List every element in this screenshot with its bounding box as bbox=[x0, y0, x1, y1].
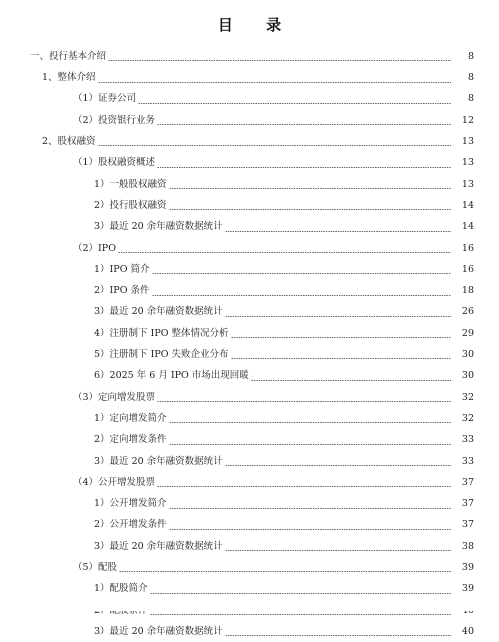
toc-entry[interactable] bbox=[0, 195, 474, 216]
toc-entry-page-number: 18 bbox=[461, 285, 474, 297]
toc-entry-page-number: 13 bbox=[461, 178, 474, 190]
toc-entry-page-number: 39 bbox=[461, 583, 474, 595]
toc-entry-text: 2、股权融资 bbox=[42, 136, 96, 148]
toc-list bbox=[0, 46, 499, 642]
toc-entry-text: 2）公开增发条件 bbox=[94, 519, 167, 531]
dot-leader bbox=[157, 401, 451, 402]
toc-entry-text: 6）2025 年 6 月 IPO 市场出现回暖 bbox=[94, 370, 249, 382]
toc-entry-page-number: 37 bbox=[461, 498, 474, 510]
toc-entry[interactable] bbox=[0, 67, 474, 88]
toc-entry[interactable] bbox=[0, 216, 474, 237]
page-bottom-edge bbox=[0, 604, 499, 611]
toc-entry-page-number: 14 bbox=[461, 199, 474, 211]
toc-entry-page-number: 13 bbox=[461, 157, 474, 169]
dot-leader bbox=[231, 358, 451, 359]
toc-entry-text: （3）定向增发股票 bbox=[73, 391, 156, 403]
toc-entry[interactable] bbox=[0, 152, 474, 173]
dot-leader bbox=[169, 444, 451, 445]
toc-entry[interactable] bbox=[0, 451, 474, 472]
dot-leader bbox=[169, 422, 451, 423]
toc-entry[interactable] bbox=[0, 621, 474, 642]
toc-entry-text: （5）配股 bbox=[73, 562, 118, 574]
dot-leader bbox=[157, 167, 451, 168]
dot-leader bbox=[118, 252, 451, 253]
toc-entry-page-number: 29 bbox=[461, 327, 474, 339]
dot-leader bbox=[225, 231, 451, 232]
page-title: 目 录 bbox=[217, 16, 296, 34]
toc-entry-text: 3）最近 20 余年融资数据统计 bbox=[94, 540, 223, 552]
toc-entry[interactable] bbox=[0, 515, 474, 536]
toc-entry[interactable] bbox=[0, 493, 474, 514]
dot-leader bbox=[157, 124, 451, 125]
toc-entry-page-number: 30 bbox=[461, 349, 474, 361]
toc-entry-page-number: 16 bbox=[461, 242, 474, 254]
dot-leader bbox=[225, 635, 451, 636]
dot-leader bbox=[169, 529, 451, 530]
dot-leader bbox=[152, 295, 452, 296]
toc-entry-page-number: 8 bbox=[467, 93, 474, 105]
dot-leader bbox=[225, 465, 451, 466]
toc-entry-text: 5）注册制下 IPO 失败企业分布 bbox=[94, 349, 229, 361]
dot-leader bbox=[98, 145, 451, 146]
toc-entry[interactable] bbox=[0, 578, 474, 599]
toc-entry-page-number: 30 bbox=[461, 370, 474, 382]
dot-leader bbox=[150, 614, 451, 615]
toc-entry-page-number: 37 bbox=[461, 519, 474, 531]
toc-entry[interactable] bbox=[0, 302, 474, 323]
toc-entry-text: （2）投资银行业务 bbox=[73, 114, 156, 126]
toc-entry[interactable] bbox=[0, 429, 474, 450]
dot-leader bbox=[150, 593, 451, 594]
dot-leader bbox=[225, 550, 451, 551]
toc-entry-page-number: 32 bbox=[461, 412, 474, 424]
toc-entry[interactable] bbox=[0, 259, 474, 280]
dot-leader bbox=[157, 486, 451, 487]
toc-entry-page-number: 13 bbox=[461, 136, 474, 148]
toc-entry-page-number: 12 bbox=[461, 114, 474, 126]
toc-entry-text: 4）注册制下 IPO 整体情况分析 bbox=[94, 327, 229, 339]
toc-entry-page-number: 40 bbox=[461, 625, 474, 637]
toc-entry[interactable] bbox=[0, 174, 474, 195]
toc-entry[interactable] bbox=[0, 472, 474, 493]
toc-entry[interactable] bbox=[0, 344, 474, 365]
toc-entry-page-number: 33 bbox=[461, 434, 474, 446]
toc-entry-text: （4）公开增发股票 bbox=[73, 476, 156, 488]
toc-entry[interactable] bbox=[0, 280, 474, 301]
toc-entry[interactable] bbox=[0, 557, 474, 578]
dot-leader bbox=[225, 316, 451, 317]
dot-leader bbox=[169, 209, 451, 210]
dot-leader bbox=[108, 60, 451, 61]
toc-entry-text: 3）最近 20 余年融资数据统计 bbox=[94, 221, 223, 233]
toc-entry-page-number: 16 bbox=[461, 263, 474, 275]
toc-entry-text: 1）定向增发简介 bbox=[94, 412, 167, 424]
toc-entry-text: 1）公开增发简介 bbox=[94, 498, 167, 510]
toc-entry-page-number: 32 bbox=[461, 391, 474, 403]
toc-entry-page-number: 33 bbox=[461, 455, 474, 467]
toc-entry[interactable] bbox=[0, 110, 474, 131]
toc-entry-page-number: 39 bbox=[461, 562, 474, 574]
toc-entry-text: 1）一般股权融资 bbox=[94, 178, 167, 190]
toc-entry[interactable] bbox=[0, 365, 474, 386]
toc-entry-text: 3）最近 20 余年融资数据统计 bbox=[94, 625, 223, 637]
toc-entry-text: 1）IPO 简介 bbox=[94, 263, 150, 275]
toc-entry-text: 2）定向增发条件 bbox=[94, 434, 167, 446]
toc-entry-page-number: 26 bbox=[461, 306, 474, 318]
toc-entry-page-number: 14 bbox=[461, 221, 474, 233]
toc-entry-text: （1）证券公司 bbox=[73, 93, 137, 105]
dot-leader bbox=[169, 508, 451, 509]
toc-entry-text: 1、整体介绍 bbox=[42, 72, 96, 84]
toc-entry-page-number: 8 bbox=[467, 50, 474, 62]
toc-entry[interactable] bbox=[0, 408, 474, 429]
dot-leader bbox=[98, 82, 451, 83]
toc-entry-text: （1）股权融资概述 bbox=[73, 157, 156, 169]
toc-entry[interactable] bbox=[0, 238, 474, 259]
dot-leader bbox=[152, 273, 452, 274]
toc-entry-text: 2）IPO 条件 bbox=[94, 285, 150, 297]
dot-leader bbox=[119, 571, 451, 572]
toc-entry-page-number: 37 bbox=[461, 476, 474, 488]
toc-entry[interactable] bbox=[0, 46, 474, 67]
toc-entry[interactable] bbox=[0, 536, 474, 557]
toc-entry-text: 3）最近 20 余年融资数据统计 bbox=[94, 455, 223, 467]
dot-leader bbox=[231, 337, 451, 338]
toc-entry-text: （2）IPO bbox=[73, 242, 116, 254]
toc-entry[interactable] bbox=[0, 89, 474, 110]
toc-entry-page-number: 38 bbox=[461, 540, 474, 552]
toc-entry-page-number: 8 bbox=[467, 72, 474, 84]
toc-entry-text: 一、投行基本介绍 bbox=[30, 50, 107, 62]
toc-entry-text: 1）配股简介 bbox=[94, 583, 148, 595]
toc-entry[interactable] bbox=[0, 131, 474, 152]
dot-leader bbox=[169, 188, 451, 189]
dot-leader bbox=[251, 380, 451, 381]
toc-entry-text: 2）投行股权融资 bbox=[94, 199, 167, 211]
toc-entry[interactable] bbox=[0, 387, 474, 408]
toc-entry[interactable] bbox=[0, 323, 474, 344]
toc-entry-text: 3）最近 20 余年融资数据统计 bbox=[94, 306, 223, 318]
dot-leader bbox=[138, 103, 451, 104]
